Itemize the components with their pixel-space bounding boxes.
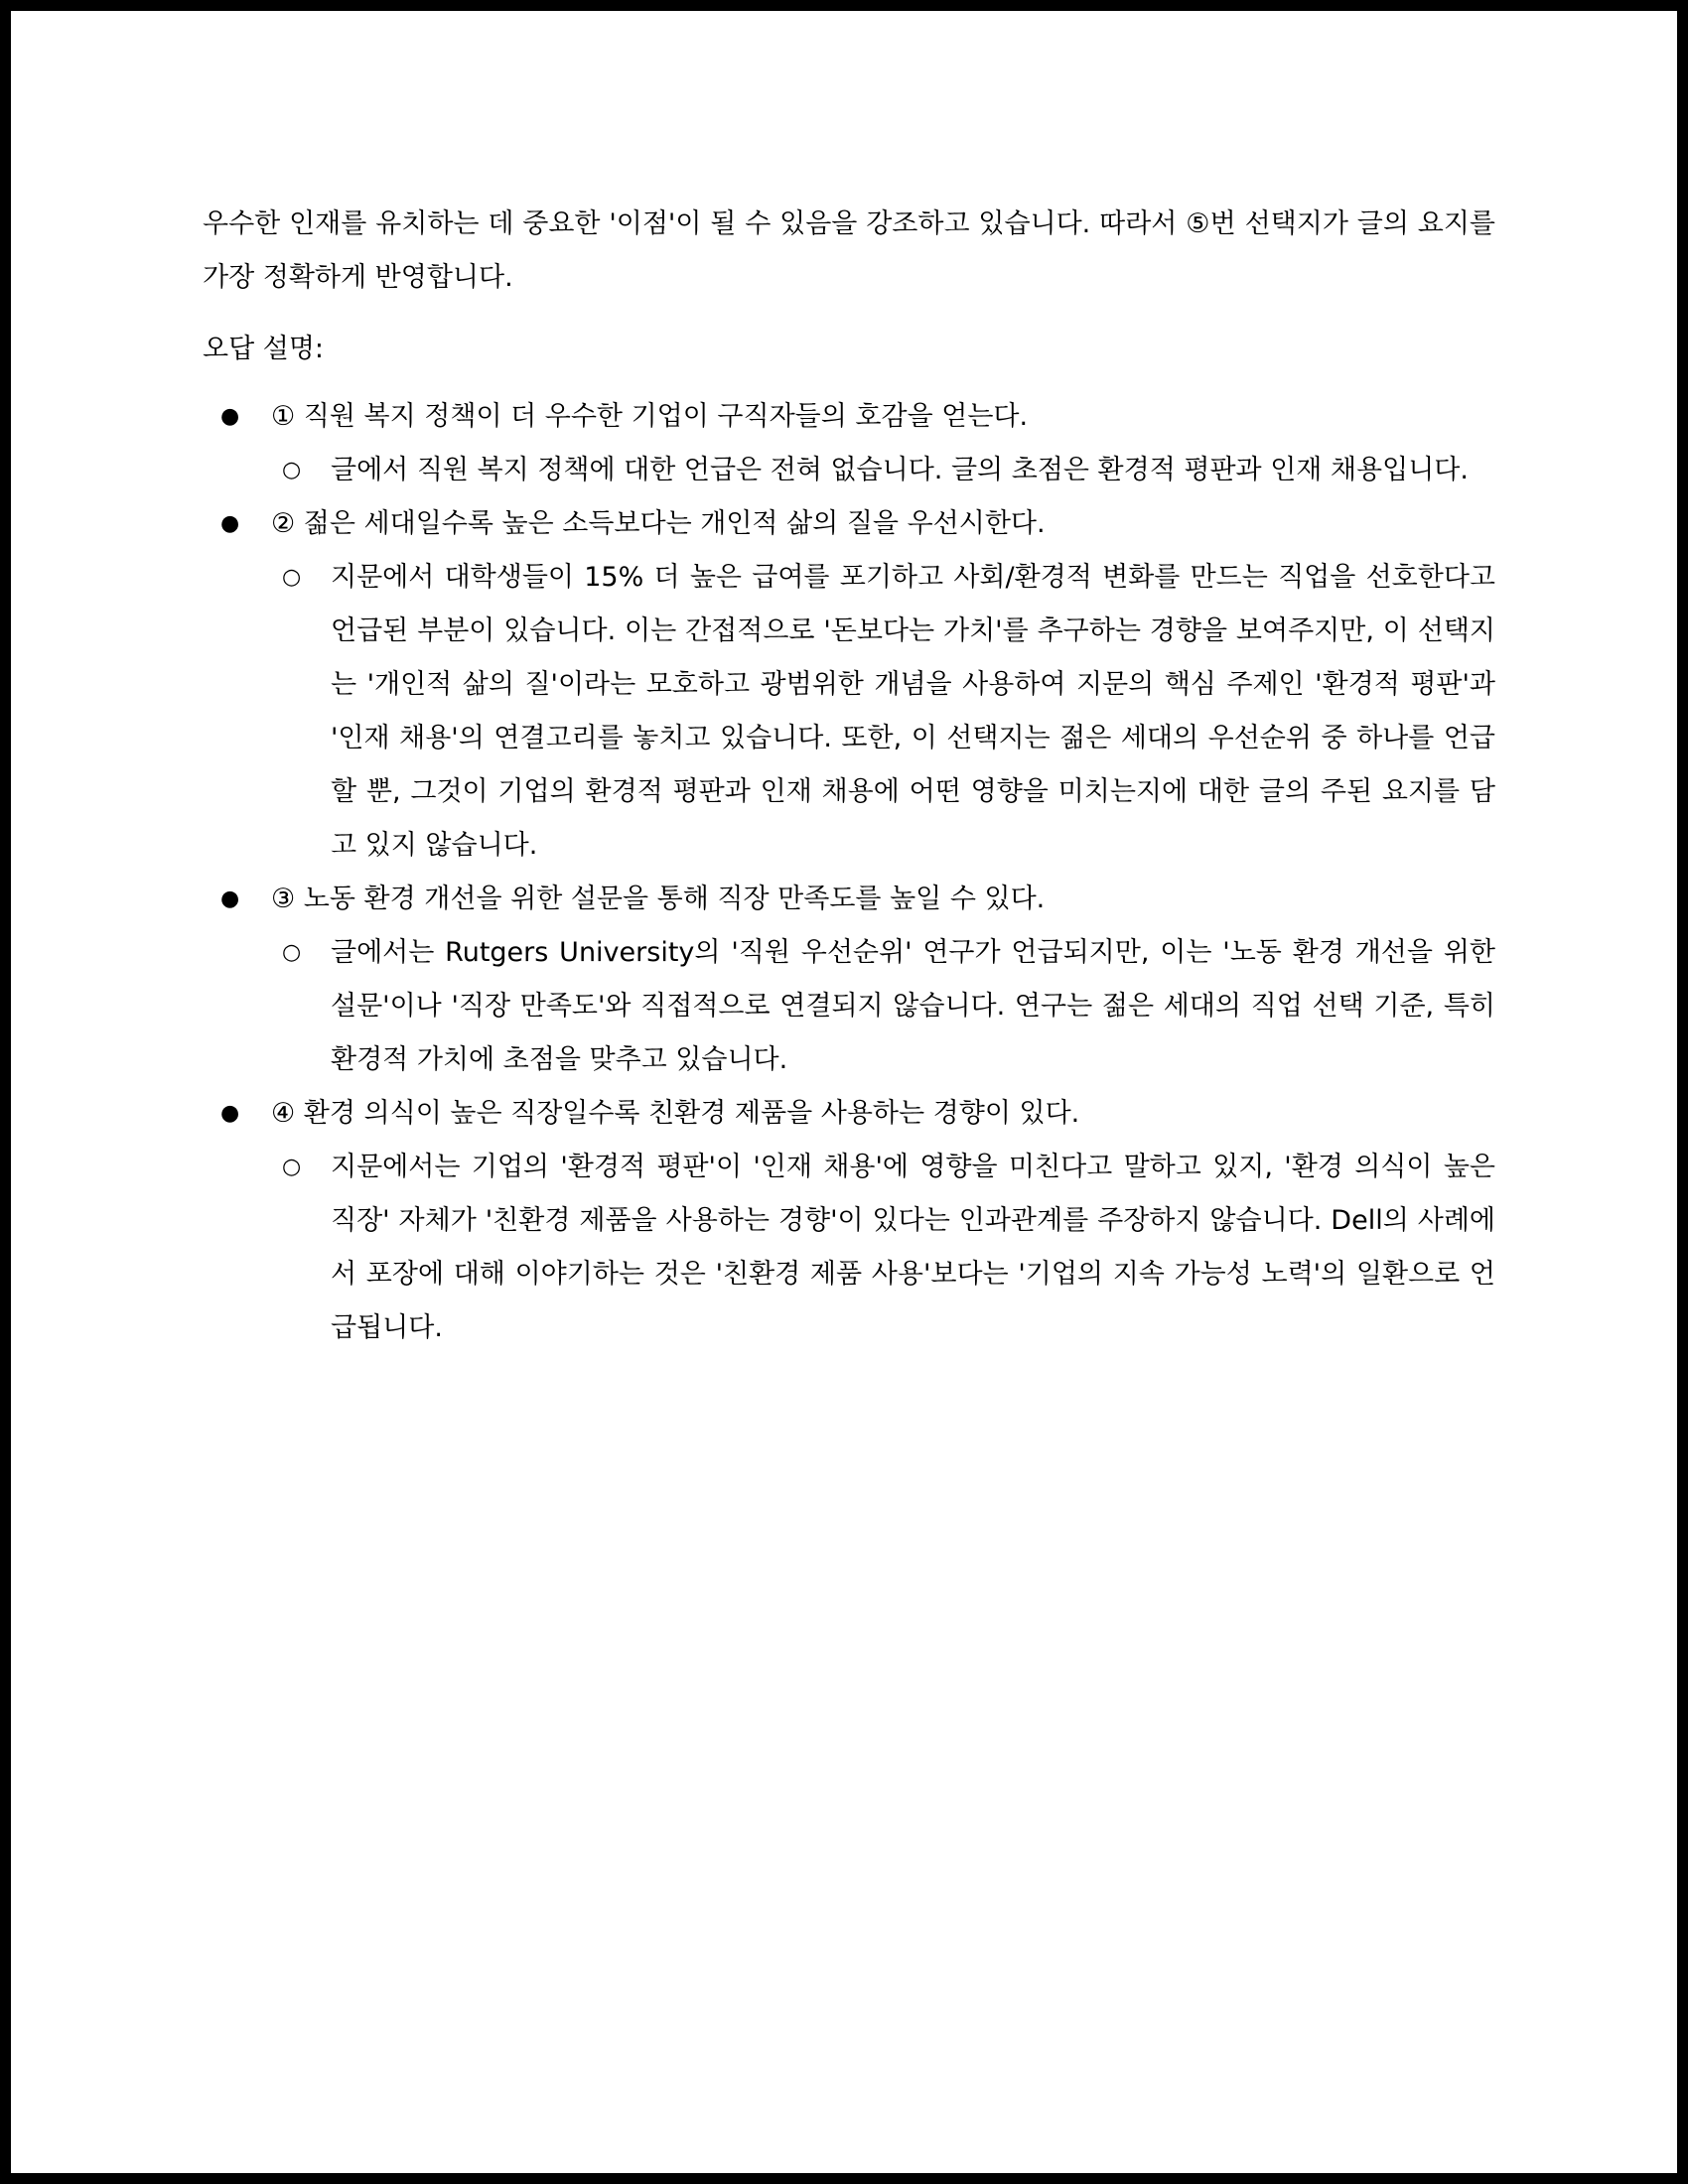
bullet-icon: ● (220, 511, 240, 536)
wrong-answers-list (203, 390, 1495, 1355)
option-title: ④ 환경 의식이 높은 직장일수록 친환경 제품을 사용하는 경향이 있다. (271, 1098, 1080, 1129)
list-item (203, 1087, 1495, 1355)
bullet-icon: ● (220, 887, 240, 911)
explanation-list (271, 926, 1495, 1087)
explanation-item (203, 926, 1495, 1087)
sub-bullet-icon: ○ (282, 458, 302, 482)
explanation-item (203, 444, 1495, 497)
list-item (203, 497, 1495, 873)
list-item (203, 390, 1495, 497)
explanation-list (271, 551, 1495, 873)
list-item (203, 873, 1495, 1087)
option-title: ③ 노동 환경 개선을 위한 설문을 통해 직장 만족도를 높일 수 있다. (271, 884, 1046, 914)
sub-bullet-icon: ○ (282, 565, 302, 590)
explanation-item (203, 1141, 1495, 1355)
explanation-list (271, 1141, 1495, 1355)
option-title: ① 직원 복지 정책이 더 우수한 기업이 구직자들의 호감을 얻는다. (271, 401, 1029, 432)
bullet-icon: ● (220, 1101, 240, 1126)
document-content (203, 198, 1495, 1355)
option-title: ② 젊은 세대일수록 높은 소득보다는 개인적 삶의 질을 우선시한다. (271, 508, 1046, 539)
sub-bullet-icon: ○ (282, 940, 302, 965)
wrong-answers-heading: 오답 설명: (203, 334, 325, 364)
document-page (11, 11, 1677, 2173)
option-explanation: 글에서 직원 복지 정책에 대한 언급은 전혀 없습니다. 글의 초점은 환경적 평판과 인재 채용입니다. (331, 455, 1469, 485)
explanation-list (271, 444, 1495, 497)
bullet-icon: ● (220, 404, 240, 429)
option-explanation: 지문에서는 기업의 '환경적 평판'이 '인재 채용'에 영향을 미친다고 말하고 있지, '환경 의식이 높은 직장' 자체가 '친환경 제품을 사용하는 경향'이 있다는 인과관계를 주장하지 않습니다. Dell의 사례에서 포장에 대해 이야기하는 것은 '친환경 제품 사용'보다는 '기업의 지속 가능성 노력'의 일환으로 언급됩니다. (331, 1152, 1495, 1343)
explanation-item (203, 551, 1495, 873)
option-explanation: 지문에서 대학생들이 15% 더 높은 급여를 포기하고 사회/환경적 변화를 만드는 직업을 선호한다고 언급된 부분이 있습니다. 이는 간접적으로 '돈보다는 가치'를 추구하는 경향을 보여주지만, 이 선택지는 '개인적 삶의 질'이라는 모호하고 광범위한 개념을 사용하여 지문의 핵심 주제인 '환경적 평판'과 '인재 채용'의 연결고리를 놓치고 있습니다. 또한, 이 선택지는 젊은 세대의 우선순위 중 하나를 언급할 뿐, 그것이 기업의 환경적 평판과 인재 채용에 어떤 영향을 미치는지에 대한 글의 주된 요지를 담고 있지 않습니다. (331, 562, 1495, 861)
intro-paragraph: 우수한 인재를 유치하는 데 중요한 '이점'이 될 수 있음을 강조하고 있습니다. 따라서 ⑤번 선택지가 글의 요지를 가장 정확하게 반영합니다. (203, 208, 1495, 293)
sub-bullet-icon: ○ (282, 1155, 302, 1179)
option-explanation: 글에서는 Rutgers University의 '직원 우선순위' 연구가 언급되지만, 이는 '노동 환경 개선을 위한 설문'이나 '직장 만족도'와 직접적으로 연결되지 않습니다. 연구는 젊은 세대의 직업 선택 기준, 특히 환경적 가치에 초점을 맞추고 있습니다. (331, 937, 1495, 1075)
